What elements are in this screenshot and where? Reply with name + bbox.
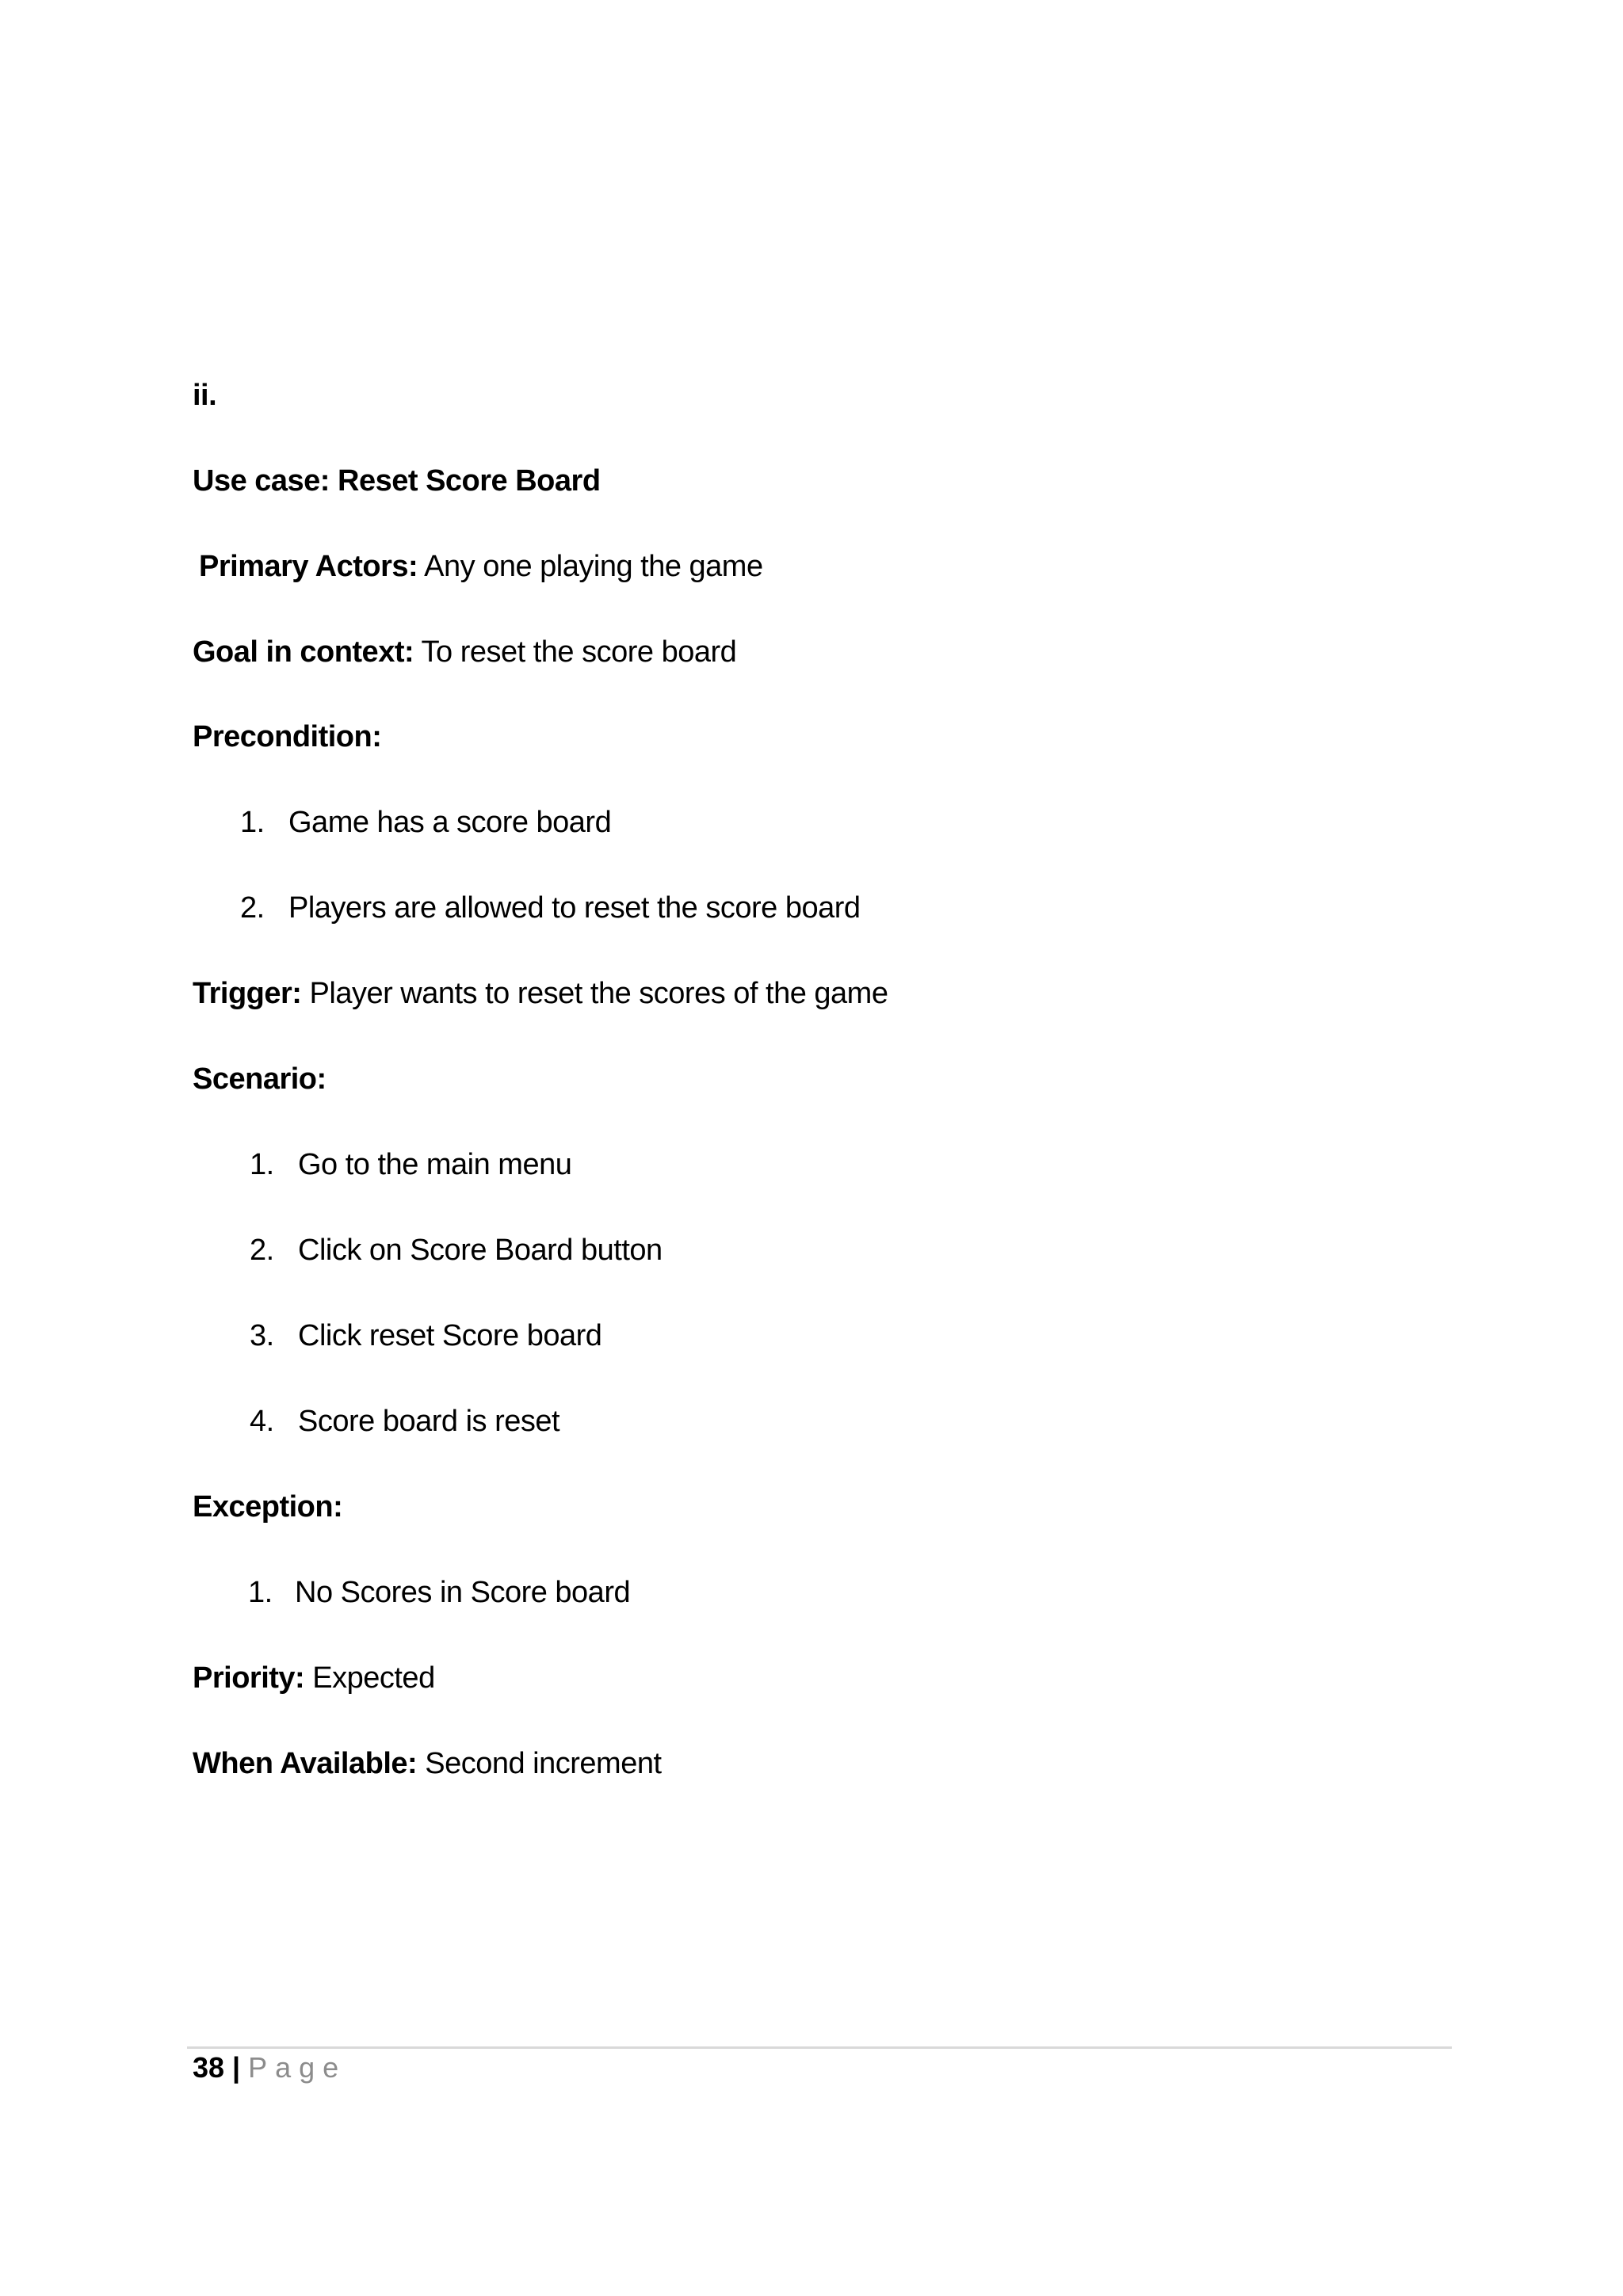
precondition-heading: Precondition: [193, 720, 382, 753]
goal-value: To reset the score board [414, 635, 737, 669]
priority-label: Priority: [193, 1661, 305, 1695]
primary-actors-value: Any one playing the game [418, 550, 763, 583]
list-item-text: Players are allowed to reset the score board [288, 891, 861, 925]
list-item-text: Game has a score board [288, 806, 612, 839]
footer-separator: | [232, 2051, 241, 2084]
list-item-number: 1. [240, 806, 265, 839]
priority-line [193, 1660, 435, 1696]
list-item [250, 1318, 602, 1354]
list-item-text: Click reset Score board [298, 1319, 602, 1352]
when-available-label: When Available: [193, 1747, 418, 1780]
page-footer [193, 2050, 346, 2085]
primary-actors-line [199, 548, 763, 585]
list-item-text: Click on Score Board button [298, 1234, 663, 1267]
list-item-number: 3. [250, 1319, 274, 1352]
priority-value: Expected [304, 1661, 435, 1695]
goal-line [193, 634, 736, 670]
list-item-number: 2. [240, 891, 265, 925]
list-item-number: 2. [250, 1234, 274, 1267]
primary-actors-label: Primary Actors: [199, 550, 418, 583]
page-number: 38 [193, 2051, 225, 2084]
list-item-text: Score board is reset [298, 1405, 560, 1438]
list-item-number: 1. [248, 1576, 273, 1609]
trigger-label: Trigger: [193, 977, 302, 1010]
list-item-number: 4. [250, 1405, 274, 1438]
list-item [240, 890, 861, 926]
when-available-line [193, 1745, 662, 1782]
list-item [248, 1574, 631, 1611]
list-item-text: Go to the main menu [298, 1148, 572, 1181]
scenario-heading: Scenario: [193, 1062, 327, 1096]
use-case-heading: Use case: Reset Score Board [193, 464, 601, 498]
list-item [250, 1403, 560, 1440]
exception-heading: Exception: [193, 1490, 343, 1524]
footer-divider [187, 2046, 1452, 2049]
list-item-text: No Scores in Score board [295, 1576, 631, 1609]
list-item [250, 1146, 572, 1183]
goal-label: Goal in context: [193, 635, 414, 669]
section-number: ii. [193, 379, 217, 412]
list-item-number: 1. [250, 1148, 274, 1181]
list-item [250, 1232, 663, 1268]
trigger-line [193, 975, 888, 1012]
list-item [240, 804, 612, 841]
page-word: Page [248, 2051, 347, 2084]
trigger-value: Player wants to reset the scores of the game [301, 977, 888, 1010]
when-available-value: Second increment [417, 1747, 662, 1780]
